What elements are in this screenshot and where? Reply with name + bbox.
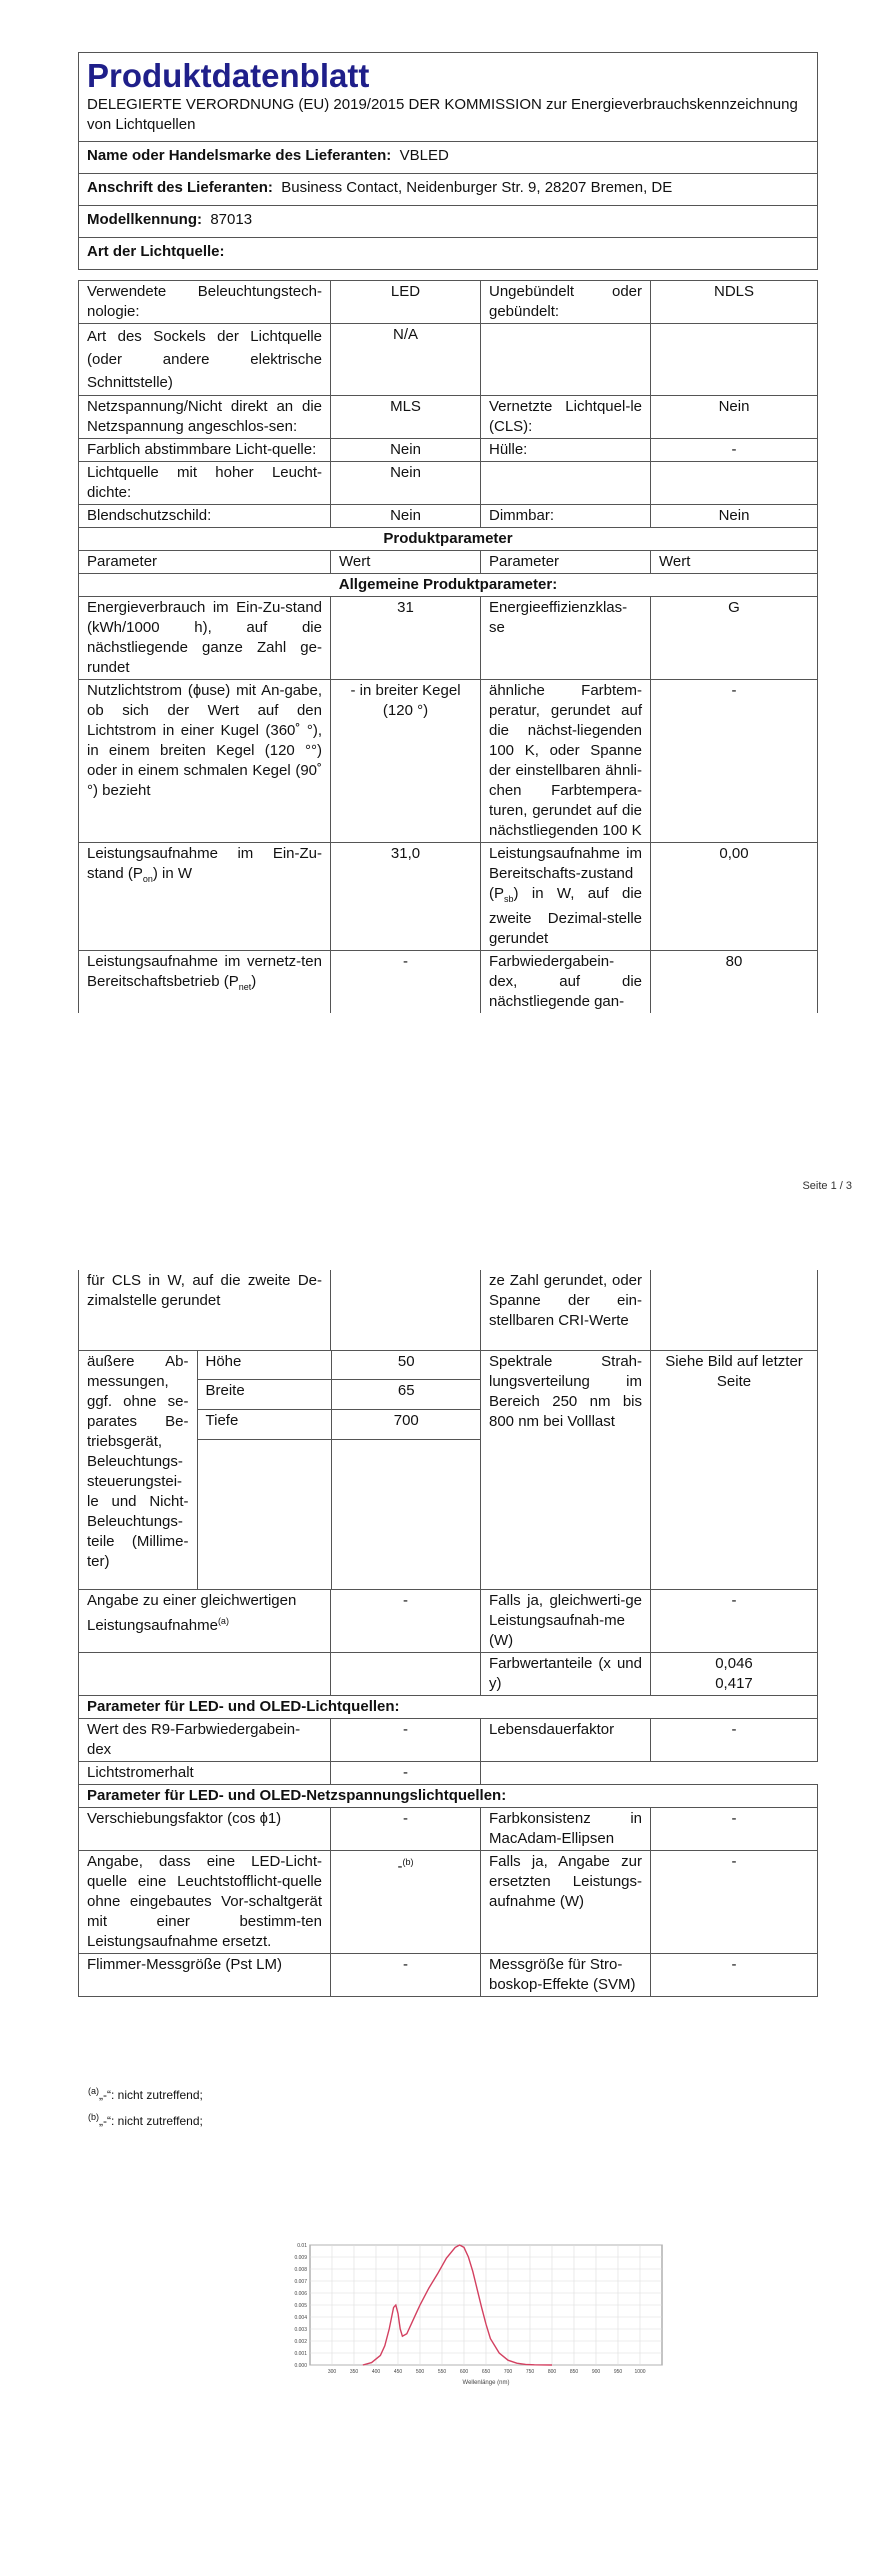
macadam-value: - (651, 1808, 818, 1851)
address-label: Anschrift des Lieferanten: (87, 179, 273, 196)
type-row-label: Hülle: (481, 439, 651, 462)
type-row-value: N/A (331, 324, 481, 396)
type-row-value (651, 462, 818, 505)
flicker-label: Flimmer-Messgröße (Pst LM) (79, 1954, 331, 1997)
y-tick-label: 0.01 (297, 2243, 307, 2249)
dim-name: Breite (197, 1380, 331, 1410)
type-row-value: MLS (331, 396, 481, 439)
x-axis-label: Wellenlänge (nm) (462, 2380, 510, 2386)
col-header-value: Wert (331, 551, 481, 574)
y-tick-label: 0.008 (294, 2267, 307, 2273)
energy-value: 31 (331, 597, 481, 680)
type-row-value: LED (331, 281, 481, 324)
macadam-label: Farbkonsistenz in MacAdam-Ellipsen (481, 1808, 651, 1851)
cct-label: ähnliche Farbtem-peratur, gerundet auf die nächst-liegenden 100 K, oder Spanne der einstellbaren ähnli-chen Farbtempera-turen, gerundet auf die nächstliegenden 100 K (481, 680, 651, 843)
footnotes (88, 2080, 203, 2132)
dimensions-table (79, 1351, 481, 1589)
psb-value: 0,00 (651, 843, 818, 951)
y-tick-label: 0.006 (294, 2291, 307, 2297)
life-value: - (651, 1719, 818, 1762)
type-row-value (651, 324, 818, 396)
x-tick-label: 800 (547, 2369, 557, 2375)
y-tick-label: 0.004 (294, 2315, 307, 2321)
type-row-label: Vernetzte Lichtquel-le (CLS): (481, 396, 651, 439)
type-row-label: Netzspannung/Nicht direkt an die Netzspannung angeschlos-sen: (79, 396, 331, 439)
cri-value: 80 (651, 951, 818, 1014)
ifyes-label: Falls ja, gleichwerti-ge Leistungsaufnah-me (W) (481, 1590, 651, 1653)
dim-value: 700 (331, 1409, 481, 1439)
type-row-value: - (651, 439, 818, 462)
x-tick-label: 900 (591, 2369, 601, 2375)
type-heading: Art der Lichtquelle: (79, 238, 818, 270)
psb-label: Leistungsaufnahme im Bereitschafts-zustand $(P_{sb})$ in W, auf die zweite Dezimal-stelle gerundet (481, 843, 651, 951)
x-tick-label: 700 (503, 2369, 513, 2375)
energy-class-label: Energieeffizienzklas-se (481, 597, 651, 680)
cri-label: Farbwiedergabein-dex, auf die nächstliegende gan- (481, 951, 651, 1014)
supplier-label: Name oder Handelsmarke des Lieferanten: (87, 147, 392, 164)
x-tick-label: 850 (569, 2369, 579, 2375)
document-title: Produktdatenblatt (87, 57, 370, 94)
type-row (79, 439, 818, 462)
cct-value: - (651, 680, 818, 843)
address-value: Business Contact, Neidenburger Str. 9, 28207 Bremen, DE (281, 179, 673, 196)
page-1 (78, 52, 817, 1013)
dim-value: 50 (331, 1351, 481, 1380)
type-row (79, 281, 818, 324)
spectrum-chart (282, 2240, 672, 2388)
cri-label-continued: ze Zahl gerundet, oder Spanne der ein-stellbaren CRI-Werte (481, 1270, 651, 1351)
col-header-param: Parameter (481, 551, 651, 574)
type-row-label: Art des Sockels der Lichtquelle (oder andere elektrische Schnittstelle) (79, 324, 331, 396)
pnet-label-continued: für CLS in W, auf die zweite De-zimalstelle gerundet (79, 1270, 331, 1351)
supplier-value: VBLED (399, 147, 449, 164)
type-row-value: Nein (331, 505, 481, 528)
spectral-value: Siehe Bild auf letzter Seite (651, 1351, 818, 1590)
type-row-label: Verwendete Beleuchtungstech-nologie: (79, 281, 331, 324)
x-tick-label: 300 (327, 2369, 337, 2375)
pf-value: - (331, 1808, 481, 1851)
chroma-values: 0,046 0,417 (651, 1653, 818, 1696)
type-row-value: Nein (651, 505, 818, 528)
type-row-value: Nein (331, 462, 481, 505)
energy-label: Energieverbrauch im Ein-Zu-stand (kWh/1000 h), auf die nächstliegende ganze Zahl ge-rundet (79, 597, 331, 680)
type-row-value: Nein (651, 396, 818, 439)
x-tick-label: 1000 (634, 2369, 646, 2375)
x-tick-label: 600 (459, 2369, 469, 2375)
type-row-label (481, 462, 651, 505)
y-tick-label: 0.000 (294, 2363, 307, 2369)
type-row-label: Dimmbar: (481, 505, 651, 528)
x-tick-label: 750 (525, 2369, 535, 2375)
type-row-label: Ungebündelt oder gebündelt: (481, 281, 651, 324)
type-row-value: Nein (331, 439, 481, 462)
x-tick-label: 950 (613, 2369, 623, 2375)
flux-value: - in breiter Kegel (120 °) (331, 680, 481, 843)
x-tick-label: 500 (415, 2369, 425, 2375)
dimensions-label: äußere Ab-messungen, ggf. ohne se-parates Be-triebsgerät, Beleuchtungs-steuerungstei-le und Nicht-Beleuchtungs-teile (Millime-ter) (79, 1351, 197, 1589)
col-header-value: Wert (651, 551, 818, 574)
led-heading: Parameter für LED- und OLED-Lichtquellen: (79, 1696, 818, 1719)
pon-value: 31,0 (331, 843, 481, 951)
type-row (79, 505, 818, 528)
type-row-label (481, 324, 651, 396)
strobe-value: - (651, 1954, 818, 1997)
x-tick-label: 350 (349, 2369, 359, 2375)
dim-name: Höhe (197, 1351, 331, 1380)
x-tick-label: 400 (371, 2369, 381, 2375)
type-row-label: Farblich abstimmbare Licht-quelle: (79, 439, 331, 462)
y-tick-label: 0.005 (294, 2303, 307, 2309)
x-tick-label: 650 (481, 2369, 491, 2375)
model-value: 87013 (210, 211, 253, 228)
pon-label: Leistungsaufnahme im Ein-Zu-stand $(P_{on})$ in W (79, 843, 331, 951)
footnote-b: $^{(b)}$„-“: nicht zutreffend; (88, 2112, 203, 2128)
y-tick-label: 0.009 (294, 2255, 307, 2261)
footnote-a: $^{(a)}$„-“: nicht zutreffend; (88, 2086, 203, 2102)
y-tick-label: 0.003 (294, 2327, 307, 2333)
params-table-continued (78, 1270, 818, 1997)
type-row (79, 396, 818, 439)
dim-name: Tiefe (197, 1409, 331, 1439)
chroma-label: Farbwertanteile (x und y) (481, 1653, 651, 1696)
fluor-label: Angabe, dass eine LED-Licht-quelle eine Leuchtstofflicht-quelle ohne eingebautes Vor-schaltgerät mit einer bestimm-ten Leistungsaufnahme ersetzt. (79, 1851, 331, 1954)
pnet-value: - (331, 951, 481, 1014)
life-label: Lebensdauerfaktor (481, 1719, 651, 1762)
mains-heading: Parameter für LED- und OLED-Netzspannungslichtquellen: (79, 1785, 818, 1808)
pf-label: Verschiebungsfaktor (cos ɸ1) (79, 1808, 331, 1851)
equiv-value: - (331, 1590, 481, 1653)
general-heading: Allgemeine Produktparameter: (79, 574, 818, 597)
y-tick-label: 0.001 (294, 2351, 307, 2357)
maint-value: - (331, 1762, 481, 1785)
y-tick-label: 0.007 (294, 2279, 307, 2285)
flux-label: Nutzlichtstrom (ɸuse) mit An-gabe, ob sich der Wert auf den Lichtstrom in einer Kugel (360˚ °), in einem breiten Kegel (120 °°) oder in einem schmalen Kegel (90˚ °) bezieht (79, 680, 331, 843)
type-row-label: Lichtquelle mit hoher Leucht-dichte: (79, 462, 331, 505)
type-row (79, 324, 818, 396)
page-2 (78, 1270, 817, 1997)
x-tick-label: 550 (437, 2369, 447, 2375)
col-header-param: Parameter (79, 551, 331, 574)
spectral-label: Spektrale Strah-lungsverteilung im Bereich 250 nm bis 800 nm bei Volllast (481, 1351, 651, 1590)
strobe-label: Messgröße für Stro-boskop-Effekte (SVM) (481, 1954, 651, 1997)
fluor-value: -$^{(b)}$ (331, 1851, 481, 1954)
ifyes-value: - (651, 1590, 818, 1653)
x-tick-label: 450 (393, 2369, 403, 2375)
type-row (79, 462, 818, 505)
product-params-heading: Produktparameter (79, 528, 818, 551)
maint-label: Lichtstromerhalt (79, 1762, 331, 1785)
replaced-value: - (651, 1851, 818, 1954)
r9-label: Wert des R9-Farbwiedergabein-dex (79, 1719, 331, 1762)
pnet-label: Leistungsaufnahme im vernetz-ten Bereitschaftsbetrieb $(P_{net})$ (79, 951, 331, 1014)
type-row-value: NDLS (651, 281, 818, 324)
energy-class-value: G (651, 597, 818, 680)
replaced-label: Falls ja, Angabe zur ersetzten Leistungs-aufnahme (W) (481, 1851, 651, 1954)
r9-value: - (331, 1719, 481, 1762)
type-row-label: Blendschutzschild: (79, 505, 331, 528)
dim-value: 65 (331, 1380, 481, 1410)
dimensions-cell (79, 1351, 481, 1590)
page-number: Seite 1 / 3 (802, 1180, 852, 1192)
y-tick-label: 0.002 (294, 2339, 307, 2345)
flicker-value: - (331, 1954, 481, 1997)
header-table (78, 52, 818, 270)
type-table (78, 280, 818, 1013)
equiv-label: Angabe zu einer gleichwertigen Leistungsaufnahme$^{(a)}$ (79, 1590, 331, 1653)
model-label: Modellkennung: (87, 211, 202, 228)
regulation-text: DELEGIERTE VERORDNUNG (EU) 2019/2015 DER KOMMISSION zur Energieverbrauchskennzeichnung von Lichtquellen (87, 96, 798, 133)
